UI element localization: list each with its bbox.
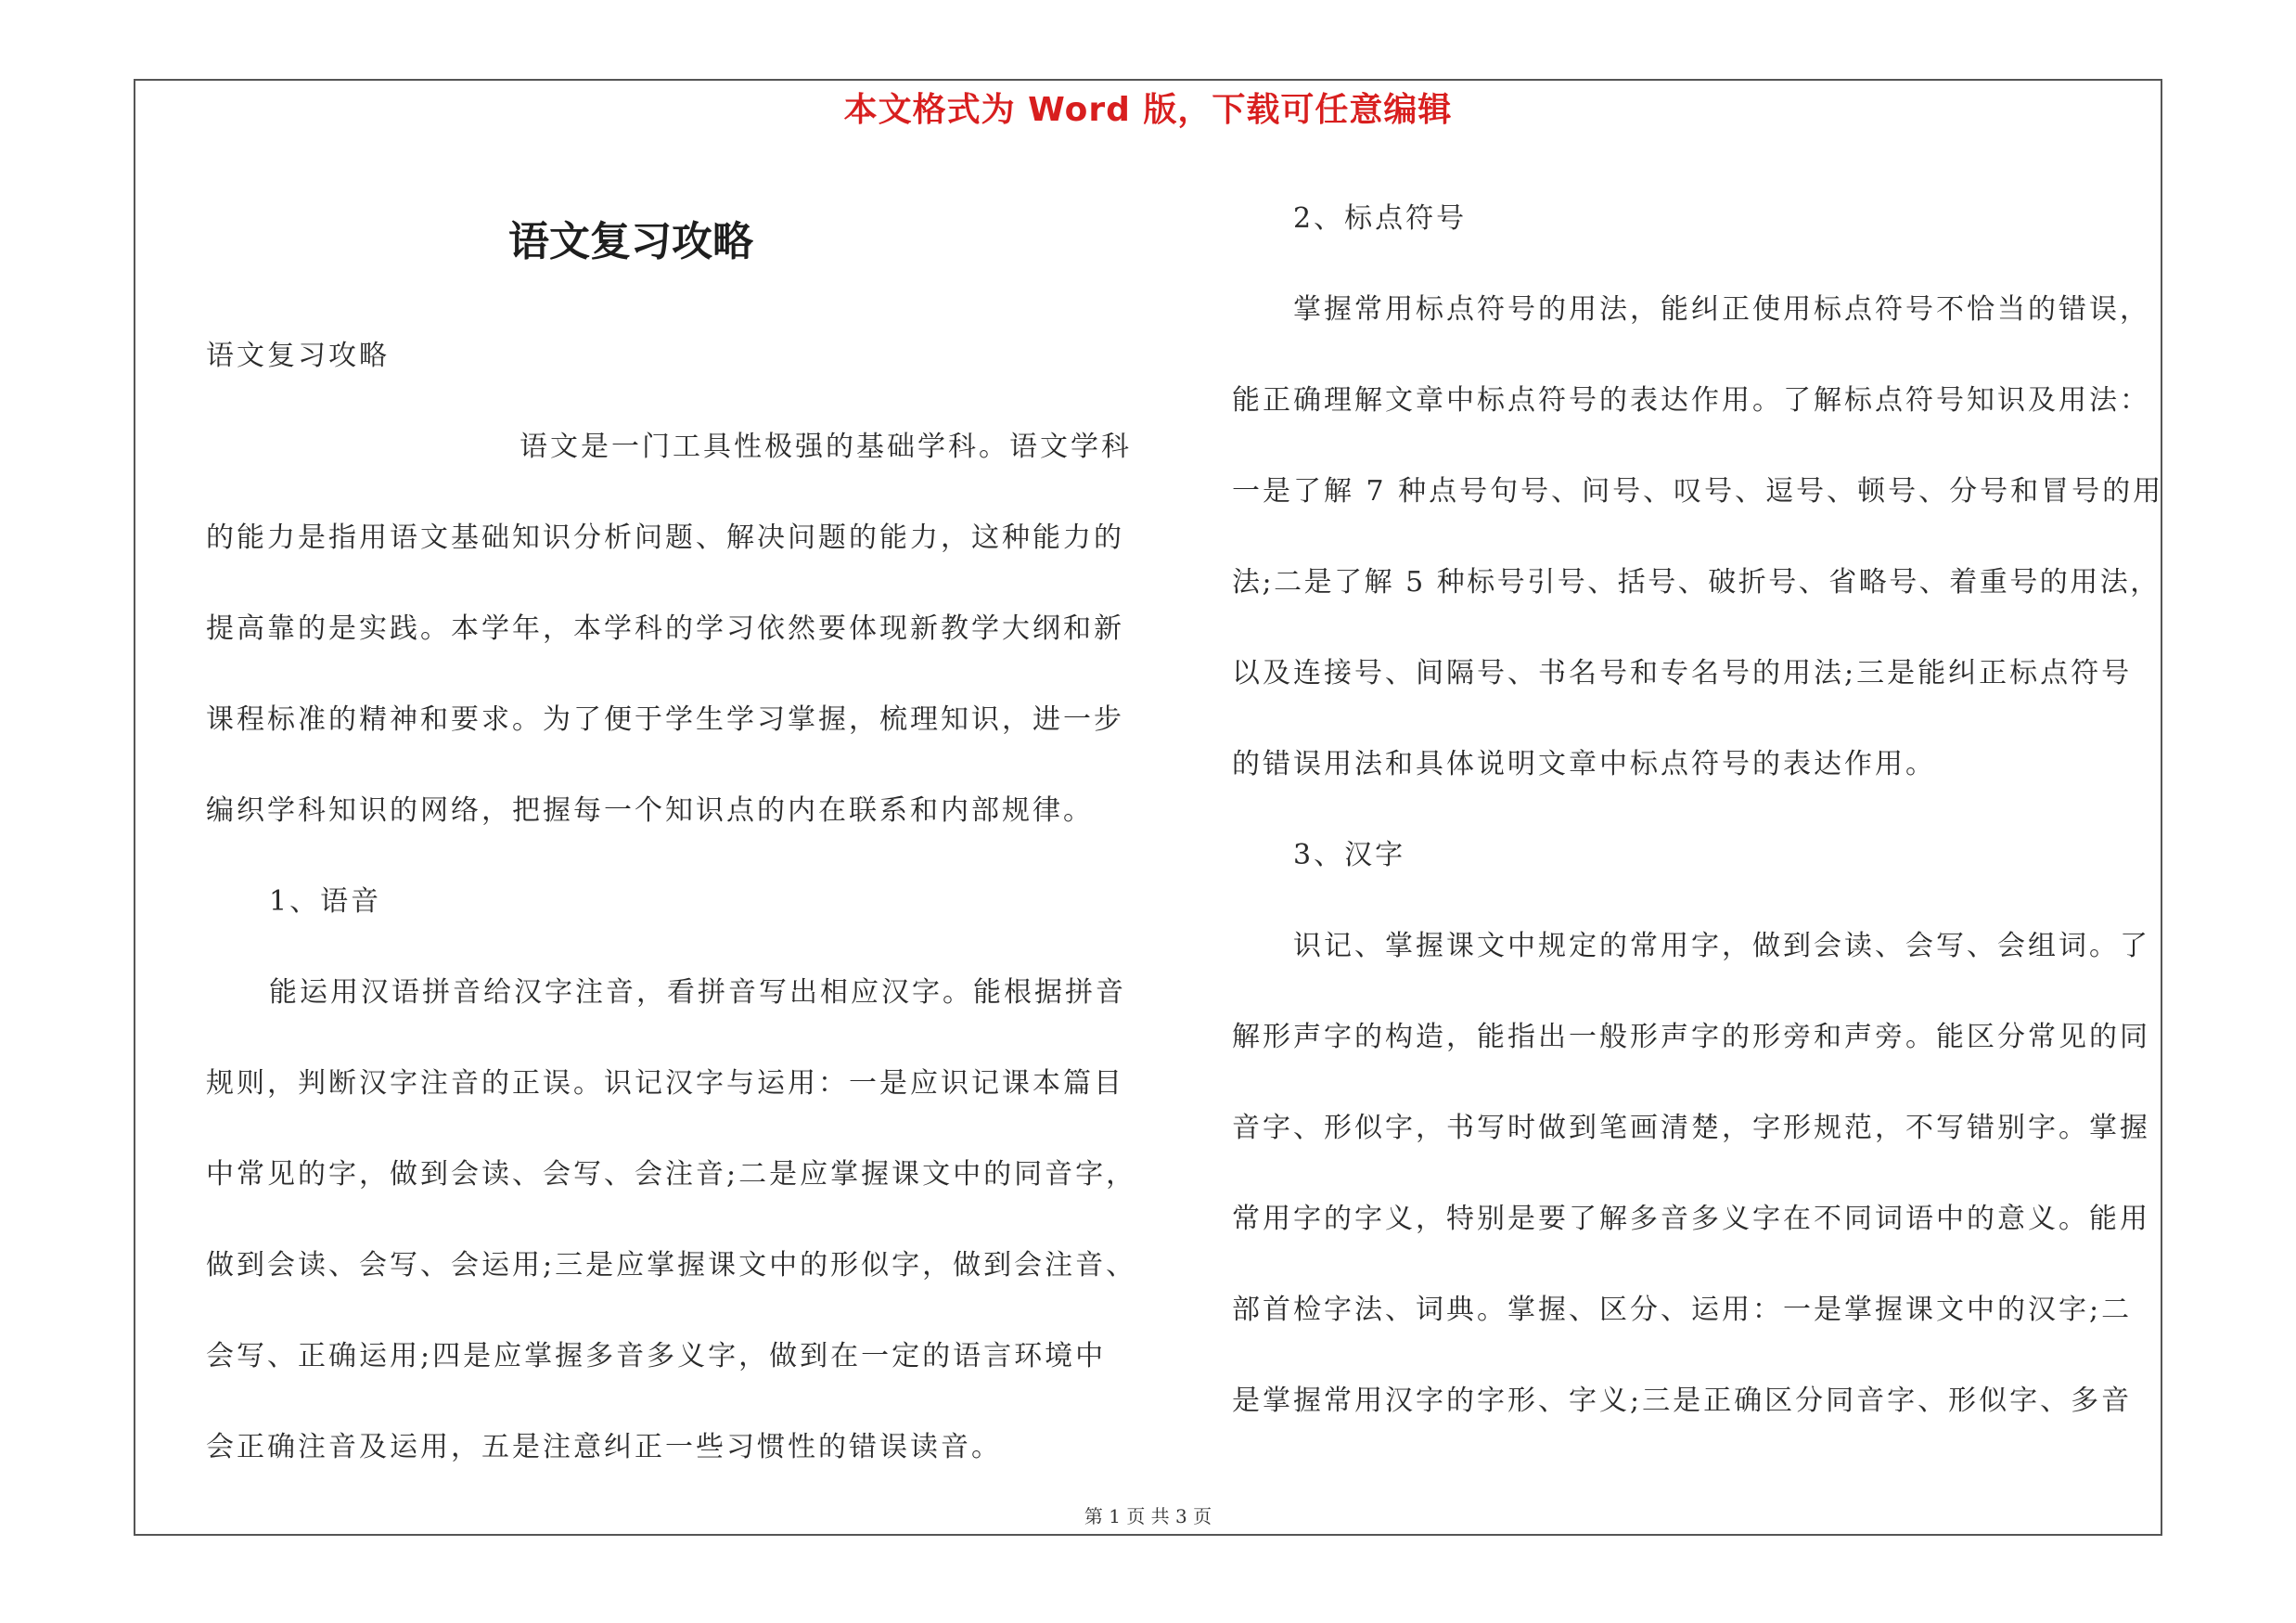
paragraph-line: 一是了解 7 种点号句号、问号、叹号、逗号、顿号、分号和冒号的用	[1232, 475, 2164, 508]
page-number-footer: 第 1 页 共 3 页	[1084, 1505, 1212, 1527]
format-banner: 本文格式为 Word 版，下载可任意编辑	[843, 91, 1453, 129]
paragraph-line: 掌握常用标点符号的用法，能纠正使用标点符号不恰当的错误，	[1293, 293, 2150, 326]
section-heading: 2、标点符号	[1293, 202, 1468, 235]
paragraph-line: 解形声字的构造，能指出一般形声字的形旁和声旁。能区分常见的同	[1232, 1021, 2150, 1053]
paragraph-line: 规则，判断汉字注音的正误。识记汉字与运用：一是应识记课本篇目	[206, 1067, 1124, 1100]
paragraph-line: 课程标准的精神和要求。为了便于学生学习掌握，梳理知识，进一步	[206, 703, 1124, 736]
paragraph-line: 常用字的字义，特别是要了解多音多义字在不同词语中的意义。能用	[1232, 1203, 2150, 1235]
paragraph-line: 部首检字法、词典。掌握、区分、运用：一是掌握课文中的汉字;二	[1232, 1294, 2133, 1326]
paragraph-line: 以及连接号、间隔号、书名号和专名号的用法;三是能纠正标点符号	[1232, 657, 2133, 689]
paragraph-line: 是掌握常用汉字的字形、字义;三是正确区分同音字、形似字、多音	[1232, 1385, 2133, 1417]
paragraph-line: 会写、正确运用;四是应掌握多音多义字，做到在一定的语言环境中	[206, 1340, 1107, 1372]
section-heading: 3、汉字	[1293, 839, 1406, 871]
paragraph-line: 语文是一门工具性极强的基础学科。语文学科	[519, 431, 1132, 463]
document-title: 语文复习攻略	[508, 218, 753, 265]
paragraph-line: 编织学科知识的网络，把握每一个知识点的内在联系和内部规律。	[206, 794, 1094, 827]
paragraph-line: 会正确注音及运用，五是注意纠正一些习惯性的错误读音。	[206, 1431, 1002, 1463]
paragraph-line: 做到会读、会写、会运用;三是应掌握课文中的形似字，做到会注音、	[206, 1249, 1137, 1282]
paragraph-line: 音字、形似字，书写时做到笔画清楚，字形规范，不写错别字。掌握	[1232, 1112, 2150, 1144]
paragraph-line: 提高靠的是实践。本学年，本学科的学习依然要体现新教学大纲和新	[206, 612, 1124, 645]
paragraph-line: 法;二是了解 5 种标号引号、括号、破折号、省略号、着重号的用法，	[1232, 566, 2161, 599]
paragraph-line: 识记、掌握课文中规定的常用字，做到会读、会写、会组词。了	[1293, 930, 2150, 962]
paragraph-line: 能正确理解文章中标点符号的表达作用。了解标点符号知识及用法：	[1232, 384, 2150, 417]
subtitle-line: 语文复习攻略	[206, 340, 390, 372]
paragraph-line: 中常见的字，做到会读、会写、会注音;二是应掌握课文中的同音字，	[206, 1158, 1137, 1191]
paragraph-line: 能运用汉语拼音给汉字注音，看拼音写出相应汉字。能根据拼音	[269, 976, 1126, 1009]
section-heading: 1、语音	[269, 885, 382, 918]
paragraph-line: 的能力是指用语文基础知识分析问题、解决问题的能力，这种能力的	[206, 522, 1124, 554]
paragraph-line: 的错误用法和具体说明文章中标点符号的表达作用。	[1232, 748, 1936, 780]
